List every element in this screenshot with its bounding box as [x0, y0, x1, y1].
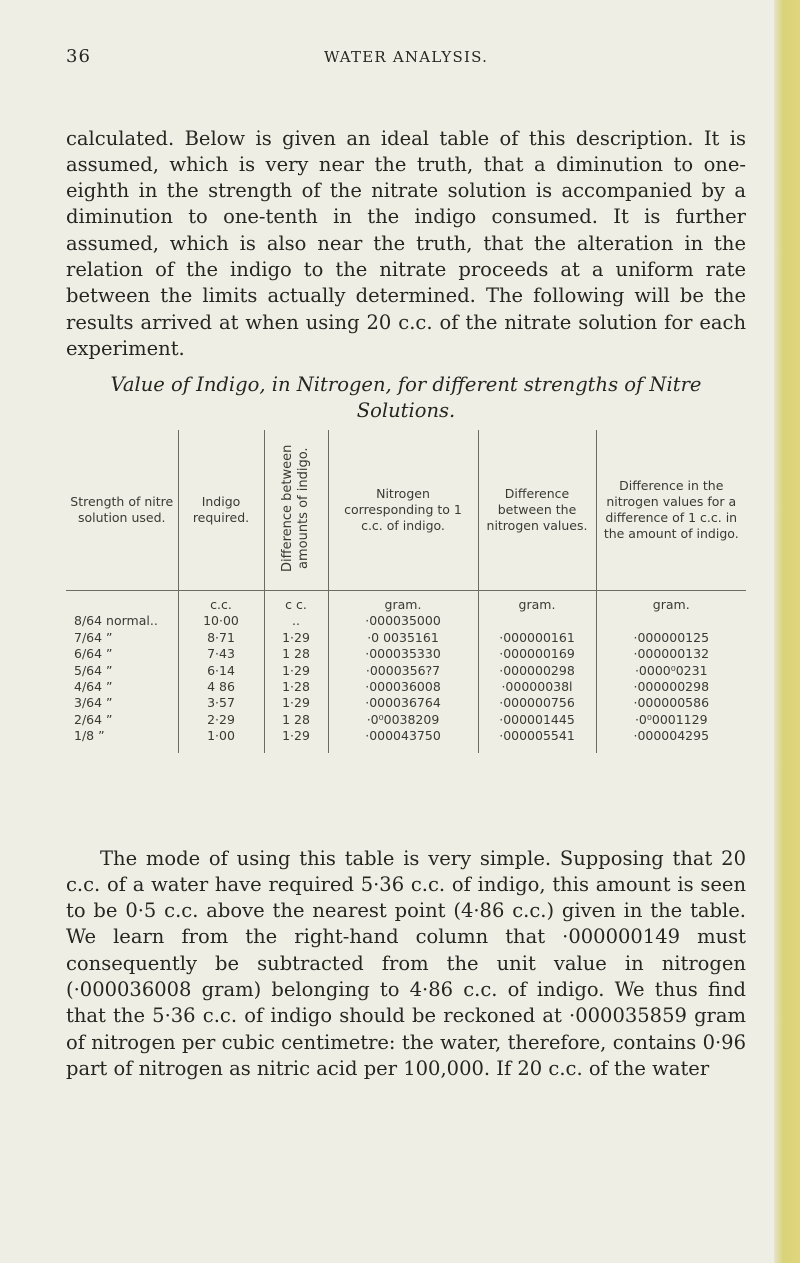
- indigo-cell: 7·43: [178, 646, 264, 662]
- nitrogen-cell: ·000036764: [328, 695, 478, 711]
- table-row: [66, 712, 746, 728]
- indigo-cell: 3·57: [178, 695, 264, 711]
- nitrogen-cell: ·000035000: [328, 613, 478, 629]
- strength-cell: 8/64 normal..: [74, 613, 158, 629]
- strength-cell: 5/64 ”: [74, 662, 113, 678]
- indigo-cell: 8·71: [178, 630, 264, 646]
- diff-per-cc-cell: ·0⁰0001129: [596, 712, 746, 728]
- unit-cell: gram.: [328, 591, 478, 614]
- nitrogen-cell: ·0⁰0038209: [328, 712, 478, 728]
- strength-cell: 4/64 ”: [74, 679, 113, 695]
- strength-cell: 1/8 ”: [74, 728, 105, 744]
- nitrogen-cell: ·000035330: [328, 646, 478, 662]
- nitrogen-cell: ·000036008: [328, 679, 478, 695]
- diff-per-cc-cell: ·000000125: [596, 630, 746, 646]
- diff-per-cc-cell: ·000000132: [596, 646, 746, 662]
- nitrogen-cell: ·000043750: [328, 728, 478, 752]
- table-caption: Value of Indigo, in Nitrogen, for different strengths of Nitre Solutions.: [110, 373, 702, 422]
- col-header-indigo: Indigo required.: [178, 430, 264, 591]
- page-header: [66, 46, 746, 74]
- diff-nitrogen-cell: ·000005541: [478, 728, 596, 752]
- diff-nitrogen-cell: ·000000298: [478, 663, 596, 679]
- diff-indigo-cell: 1 28: [264, 712, 328, 728]
- diff-nitrogen-cell: ·000000169: [478, 646, 596, 662]
- col-header-diff-indigo: [264, 430, 328, 591]
- col-header-strength: Strength of nitre solution used.: [66, 430, 178, 591]
- table-row: [66, 630, 746, 646]
- diff-indigo-cell: 1·28: [264, 679, 328, 695]
- table-row: [66, 613, 746, 629]
- indigo-cell: 6·14: [178, 663, 264, 679]
- indigo-cell: 1·00: [178, 728, 264, 752]
- intro-paragraph: calculated. Below is given an ideal table of this description. It is assumed, which is very near the truth, that a diminution to one-eighth in the strength of the nitrate solution is accompanied by a diminution to one-tenth in the indigo consumed. It is further assumed, which is also near the truth, that the alteration in the relation of the indigo to the nitrate proceeds at a uniform rate between the limits actually determined. The following will be the results arrived at when using 20 c.c. of the nitrate solution for each experiment.: [66, 126, 746, 360]
- diff-per-cc-cell: ·000000586: [596, 695, 746, 711]
- diff-per-cc-cell: [596, 613, 746, 629]
- col-header-diff-indigo-text: Difference between amounts of indigo.: [280, 444, 311, 572]
- unit-cell: gram.: [596, 591, 746, 614]
- strength-cell: 7/64 ”: [74, 629, 113, 645]
- usage-paragraph: The mode of using this table is very simple. Supposing that 20 c.c. of a water have required 5·36 c.c. of indigo, this amount is seen to be 0·5 c.c. above the nearest point (4·86 c.c.) given in the table. We learn from the right-hand column that ·000000149 must consequently be subtracted from the unit value in nitrogen (·000036008 gram) belonging to 4·86 c.c. of indigo. We thus find that the 5·36 c.c. of indigo should be reckoned at ·000035859 gram of nitrogen per cubic centimetre: the water, therefore, contains 0·96 part of nitrogen as nitric acid per 100,000. If 20 c.c. of the water: [66, 846, 746, 1080]
- diff-nitrogen-cell: ·000001445: [478, 712, 596, 728]
- table-row: [66, 679, 746, 695]
- col-header-diff-per-cc: Difference in the nitrogen values for a difference of 1 c.c. in the amount of indigo.: [596, 430, 746, 591]
- diff-nitrogen-cell: ·000000161: [478, 630, 596, 646]
- diff-indigo-cell: 1·29: [264, 728, 328, 752]
- diff-nitrogen-cell: [478, 613, 596, 629]
- page-edge: [774, 0, 800, 1263]
- table-row: [66, 728, 746, 752]
- strength-cell: 3/64 ”: [74, 695, 113, 711]
- diff-indigo-cell: 1·29: [264, 663, 328, 679]
- unit-cell: c.c.: [178, 591, 264, 614]
- diff-nitrogen-cell: ·000000756: [478, 695, 596, 711]
- unit-cell: c c.: [264, 591, 328, 614]
- table-header-row: [66, 430, 746, 591]
- strength-cell: 6/64 ”: [74, 646, 113, 662]
- strength-cell: 2/64 ”: [74, 711, 113, 727]
- unit-cell: gram.: [478, 591, 596, 614]
- diff-indigo-cell: 1 28: [264, 646, 328, 662]
- col-header-nitrogen: Nitrogen corresponding to 1 c.c. of indigo.: [328, 430, 478, 591]
- unit-cell: [66, 591, 178, 614]
- diff-per-cc-cell: ·000004295: [596, 728, 746, 752]
- nitrogen-cell: ·0000356?7: [328, 663, 478, 679]
- units-row: [66, 591, 746, 614]
- nitrogen-cell: ·0 0035161: [328, 630, 478, 646]
- table-row: [66, 695, 746, 711]
- indigo-cell: 4 86: [178, 679, 264, 695]
- indigo-cell: 2·29: [178, 712, 264, 728]
- running-head: WATER ANALYSIS.: [323, 48, 489, 66]
- page-number: 36: [66, 46, 91, 67]
- diff-indigo-cell: ..: [264, 613, 328, 629]
- indigo-cell: 10·00: [178, 613, 264, 629]
- diff-indigo-cell: 1·29: [264, 695, 328, 711]
- indigo-nitrogen-table: [66, 430, 746, 753]
- diff-per-cc-cell: ·000000298: [596, 679, 746, 695]
- diff-nitrogen-cell: ·00000038l: [478, 679, 596, 695]
- diff-per-cc-cell: ·0000⁰0231: [596, 663, 746, 679]
- table-row: [66, 646, 746, 662]
- col-header-diff-nitrogen: Difference between the nitrogen values.: [478, 430, 596, 591]
- table-row: [66, 663, 746, 679]
- diff-indigo-cell: 1·29: [264, 630, 328, 646]
